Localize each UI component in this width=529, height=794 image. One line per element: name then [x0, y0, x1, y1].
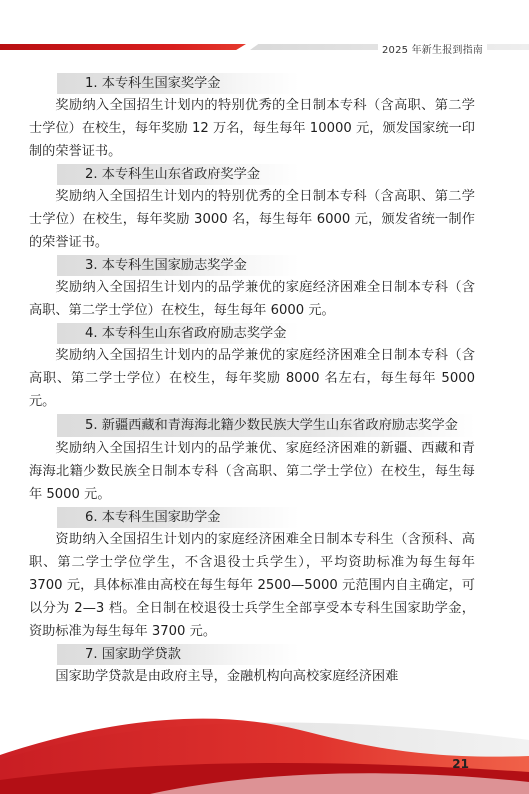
section-body-4: 奖励纳入全国招生计划内的品学兼优的家庭经济困难全日制本专科（含高职、第二学士学位）在校生，每年奖励 8000 名左右，每生每年 5000 元。	[29, 348, 475, 409]
section-heading-5: 5. 新疆西藏和青海海北籍少数民族大学生山东省政府励志奖学金	[57, 414, 475, 437]
section-body-7: 国家助学贷款是由政府主导，金融机构向高校家庭经济困难	[55, 669, 399, 684]
footer-wave-graphic	[0, 700, 529, 794]
section-body-1: 奖励纳入全国招生计划内的特别优秀的全日制本专科（含高职、第二学士学位）在校生，每年奖励 12 万名，每生每年 10000 元，颁发国家统一印制的荣誉证书。	[29, 98, 475, 159]
page-number: 21	[452, 757, 469, 771]
section-heading-6: 6. 本专科生国家助学金	[57, 507, 299, 528]
section-heading-3: 3. 本专科生国家励志奖学金	[57, 255, 299, 276]
header-red-bar	[0, 44, 246, 50]
section-heading-1: 1. 本专科生国家奖学金	[57, 73, 299, 94]
header-title: 2025 年新生报到指南	[378, 41, 487, 56]
section-body-3: 奖励纳入全国招生计划内的品学兼优的家庭经济困难全日制本专科（含高职、第二学士学位）在校生，每生每年 6000 元。	[29, 280, 475, 318]
section-heading-4: 4. 本专科生山东省政府励志奖学金	[57, 323, 299, 344]
page-content	[29, 72, 475, 688]
footer-decoration	[0, 700, 529, 794]
section-body-6: 资助纳入全国招生计划内的家庭经济困难全日制本专科生（含预科、高职、第二学士学位学生，不含退役士兵学生），平均资助标准为每生每年 3700 元，具体标准由高校在每生每年 2500—5000 元范围内自主确定，可以分为 2—3 档。全日制在校退役士兵学生全部享受本专科生国家助学金，资助标准为每生每年 3700 元。	[29, 532, 475, 639]
section-heading-7: 7. 国家助学贷款	[57, 644, 299, 665]
section-heading-2: 2. 本专科生山东省政府奖学金	[57, 164, 299, 185]
section-body-2: 奖励纳入全国招生计划内的特别优秀的全日制本专科（含高职、第二学士学位）在校生，每年奖励 3000 名，每生每年 6000 元，颁发省统一制作的荣誉证书。	[29, 189, 475, 250]
section-body-5: 奖励纳入全国招生计划内的品学兼优、家庭经济困难的新疆、西藏和青海海北籍少数民族全日制本专科（含高职、第二学士学位）在校生，每生每年 5000 元。	[29, 441, 475, 502]
